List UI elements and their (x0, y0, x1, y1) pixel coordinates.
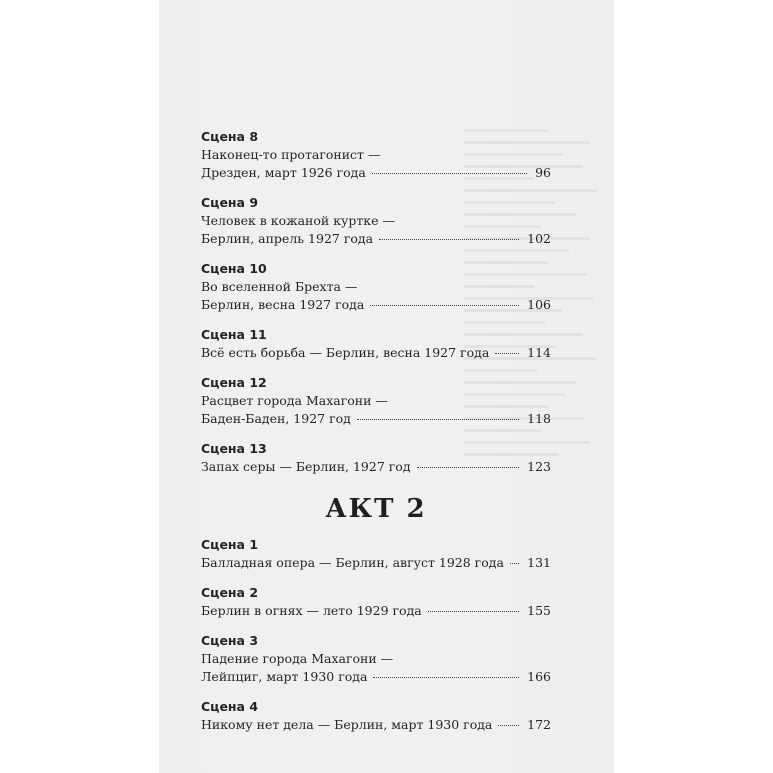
entry-title-line: Падение города Махагони — (201, 651, 394, 666)
act2-entries (201, 536, 551, 734)
entry-title-text: Берлин, весна 1927 года (201, 297, 365, 312)
page-number: 172 (527, 717, 551, 732)
toc-entry (201, 440, 551, 476)
entry-title-text: Запах серы — Берлин, 1927 год (201, 459, 411, 474)
entry-title-line: Расцвет города Махагони — (201, 393, 388, 408)
entry-title-text: Всё есть борьба — Берлин, весна 1927 года (201, 345, 490, 360)
dot-leader (428, 611, 519, 612)
book-page (159, 0, 614, 773)
scene-label: Сцена 11 (201, 327, 267, 342)
entry-last-line (201, 554, 551, 572)
entry-last-line (201, 410, 551, 428)
toc-entry (201, 632, 551, 686)
entry-title-line: Наконец-то протагонист — (201, 147, 381, 162)
dot-leader (417, 467, 520, 468)
scene-label: Сцена 10 (201, 261, 267, 276)
page-number: 118 (527, 411, 551, 426)
page-number: 166 (527, 669, 551, 684)
page-number: 106 (527, 297, 551, 312)
toc-entry (201, 128, 551, 182)
entry-title-line: Во вселенной Брехта — (201, 279, 358, 294)
entry-title-text: Дрезден, март 1926 года (201, 165, 366, 180)
toc-entry (201, 194, 551, 248)
entry-title-line: Человек в кожаной куртке — (201, 213, 395, 228)
entry-last-line (201, 344, 551, 362)
act1-entries (201, 128, 551, 476)
page-number: 155 (527, 603, 551, 618)
act-heading: АКТ 2 (325, 494, 427, 524)
entry-last-line (201, 602, 551, 620)
scene-label: Сцена 3 (201, 633, 259, 648)
toc-entry (201, 584, 551, 620)
page-number: 131 (527, 555, 551, 570)
toc-entry (201, 536, 551, 572)
entry-last-line (201, 716, 551, 734)
scene-label: Сцена 1 (201, 537, 259, 552)
dot-leader (498, 725, 519, 726)
dot-leader (357, 419, 519, 420)
dot-leader (510, 563, 519, 564)
entry-last-line (201, 230, 551, 248)
table-of-contents (201, 128, 551, 746)
dot-leader (379, 239, 519, 240)
scene-label: Сцена 13 (201, 441, 267, 456)
page-number: 96 (535, 165, 551, 180)
dot-leader (373, 677, 519, 678)
toc-entry (201, 326, 551, 362)
entry-title-text: Берлин в огнях — лето 1929 года (201, 603, 422, 618)
dot-leader (495, 353, 519, 354)
toc-entry (201, 374, 551, 428)
scene-label: Сцена 4 (201, 699, 259, 714)
entry-last-line (201, 164, 551, 182)
entry-title-text: Баден-Баден, 1927 год (201, 411, 351, 426)
entry-last-line (201, 296, 551, 314)
entry-last-line (201, 668, 551, 686)
page-number: 102 (527, 231, 551, 246)
entry-title-text: Берлин, апрель 1927 года (201, 231, 374, 246)
page-number: 123 (527, 459, 551, 474)
scene-label: Сцена 8 (201, 129, 259, 144)
dot-leader (372, 173, 527, 174)
scene-label: Сцена 2 (201, 585, 259, 600)
scene-label: Сцена 12 (201, 375, 267, 390)
scene-label: Сцена 9 (201, 195, 259, 210)
page-number: 114 (527, 345, 551, 360)
entry-title-text: Никому нет дела — Берлин, март 1930 года (201, 717, 493, 732)
entry-last-line (201, 458, 551, 476)
dot-leader (370, 305, 519, 306)
toc-entry (201, 698, 551, 734)
entry-title-text: Балладная опера — Берлин, август 1928 года (201, 555, 504, 570)
entry-title-text: Лейпциг, март 1930 года (201, 669, 368, 684)
toc-entry (201, 260, 551, 314)
